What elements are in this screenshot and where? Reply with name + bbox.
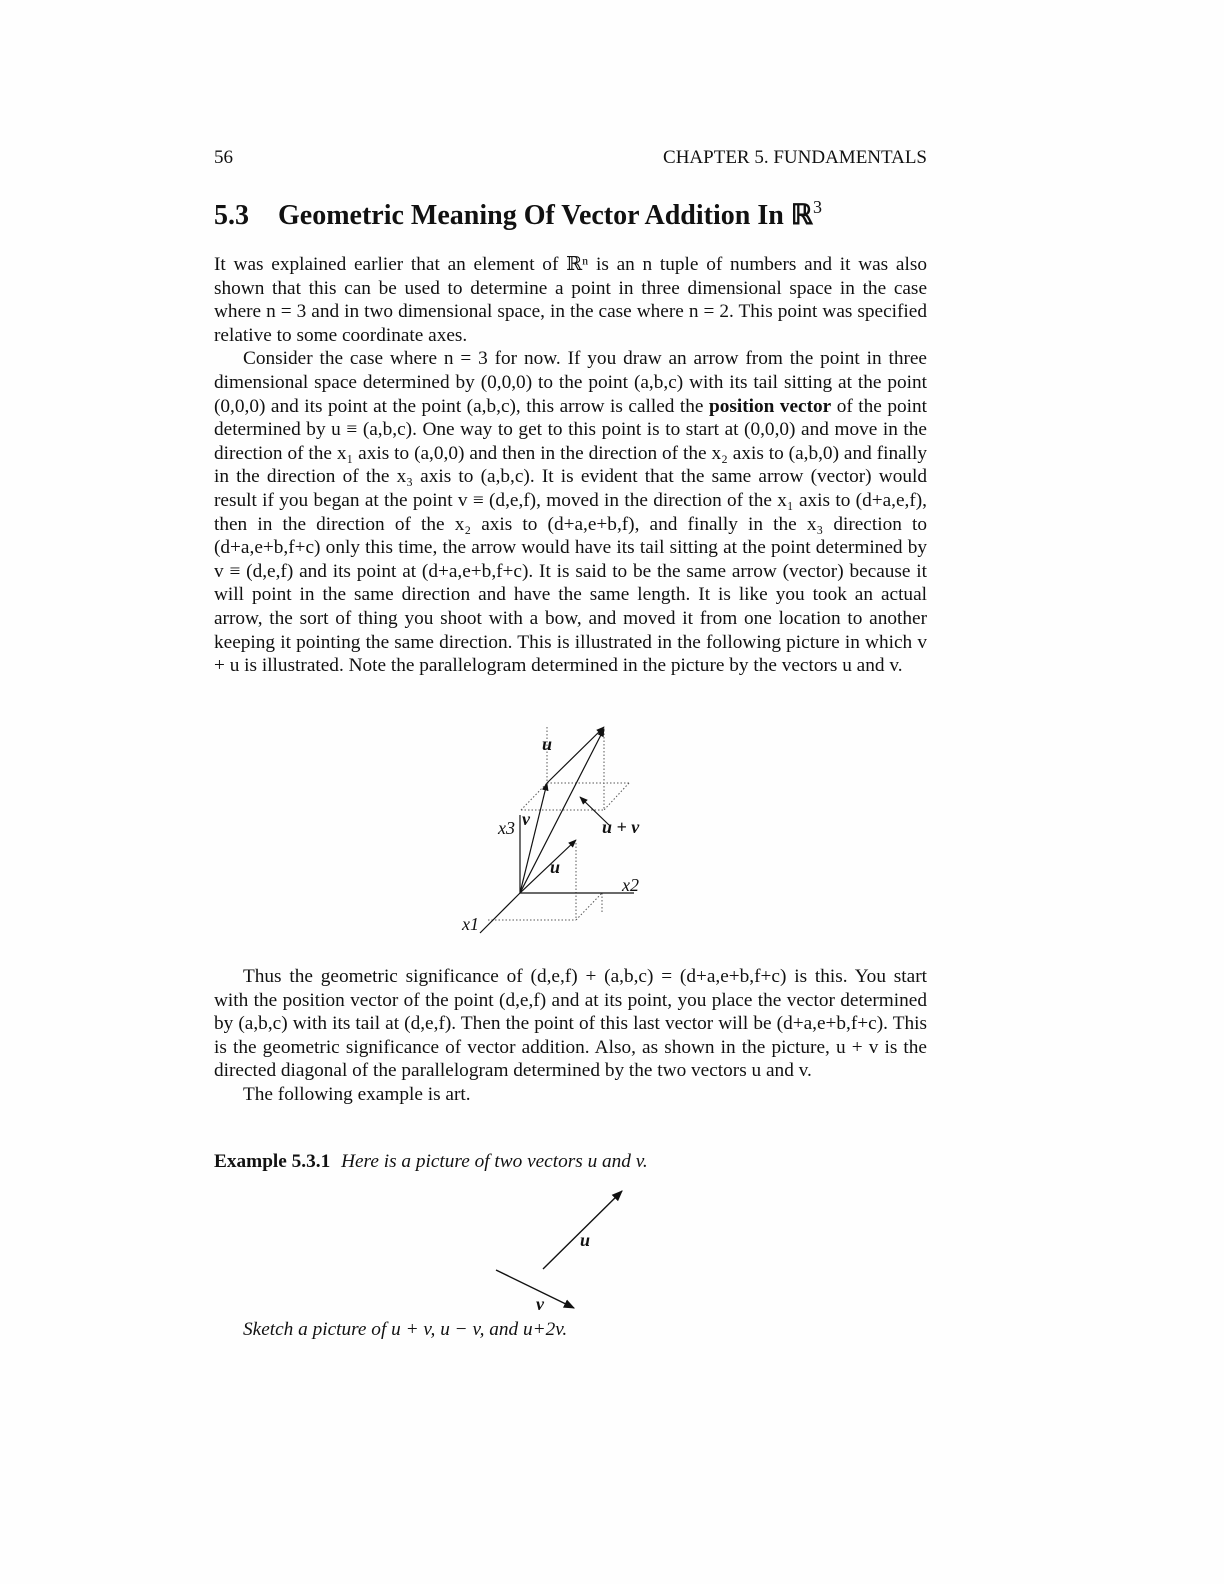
paragraph-art: The following example is art.	[243, 1083, 471, 1105]
label-x2: x2	[622, 875, 639, 895]
body-text-upper	[214, 253, 927, 678]
label-v: v	[522, 809, 530, 829]
bold-term: position vector	[709, 395, 832, 417]
example-statement: Here is a picture of two vectors u and v.	[341, 1151, 648, 1172]
label-u-plus-v: u + v	[602, 817, 640, 837]
vector-u-translated	[547, 727, 604, 783]
label-x3: x3	[498, 818, 515, 838]
paragraph-text: of the point determined by u ≡ (a,b,c). One way to get to this point is to start at (0,0,0) and move in the direction of the x₁ axis to (a,0,0) and then in the direction of the x₂ axis to (a,b,0) and finally in the direction of the x₃ axis to (a,b,c). It is evident that the same arrow (vector) would result if you began at the point v ≡ (d,e,f), moved in the direction of the x₁ axis to (d+a,e,f), then in the direction of the x₂ axis to (d+a,e+b,f), and finally in the x₃ direction to (d+a,e+b,f+c) only this time, the arrow would have its tail sitting at the point determined by v ≡ (d,e,f) and its point at (d+a,e+b,f+c). It is said to be the same arrow (vector) because it will point in the same direction and have the same length. It is like you took an actual arrow, the sort of thing you shoot with a bow, and moved it from one location to another keeping it pointing the same direction. This is illustrated in the following picture in which v + u is illustrated. Note the parallelogram determined in the picture by the vectors u and v.	[214, 395, 927, 677]
label-u-top: u	[542, 734, 553, 754]
x1-axis	[480, 893, 520, 933]
vector-addition-figure	[454, 715, 674, 940]
paragraph-intro: It was explained earlier that an element of ℝⁿ is an n tuple of numbers and it was also shown that this can be used to determine a point in three dimensional space in the case where n = 3 and in two dimensional space, in the case where n = 2. This point was specified relative to some coordinate axes.	[214, 254, 927, 346]
section-title-text: Geometric Meaning Of Vector Addition In ℝ	[278, 200, 813, 231]
paragraph-text: Consider the case where n = 3 for now. If you draw an arrow from the point in three dimensional space determined by (0,0,0) to the point (a,b,c) with its tail sitting at the point (0,0,0) and its point at the point (a,b,c), this arrow is called the	[214, 348, 927, 417]
vector-u	[520, 840, 576, 893]
vector-v	[520, 783, 547, 893]
paragraph-significance: Thus the geometric significance of (d,e,f) + (a,b,c) = (d+a,e+b,f+c) is this. You start with the position vector of the point (d,e,f) and at its point, you place the vector determined by (a,b,c) with its tail at (d,e,f). Then the point of this last vector will be (d+a,e+b,f+c). This is the geometric significance of vector addition. Also, as shown in the picture, u + v is the directed diagonal of the parallelogram determined by the two vectors u and v.	[214, 966, 927, 1082]
vector-u-plus-v	[520, 729, 604, 893]
example-label-u: u	[580, 1230, 591, 1250]
body-text-lower	[214, 965, 927, 1107]
example-label-v: v	[536, 1294, 544, 1314]
section-title-superscript: 3	[812, 197, 822, 217]
example-task: Sketch a picture of u + v, u − v, and u+2v.	[243, 1319, 568, 1340]
example-heading	[214, 1151, 648, 1173]
example-vectors-figure	[484, 1180, 644, 1315]
label-x1: x1	[462, 914, 479, 934]
section-number: 5.3	[214, 200, 249, 231]
label-u-mid: u	[550, 857, 561, 877]
page	[214, 0, 927, 1584]
example-label: Example 5.3.1	[214, 1151, 331, 1172]
chapter-title: CHAPTER 5. FUNDAMENTALS	[663, 147, 927, 168]
running-head	[214, 147, 927, 169]
example-vector-v	[496, 1270, 574, 1308]
page-number: 56	[214, 147, 233, 168]
section-heading	[214, 198, 927, 232]
paragraph-position-vector	[214, 347, 927, 677]
